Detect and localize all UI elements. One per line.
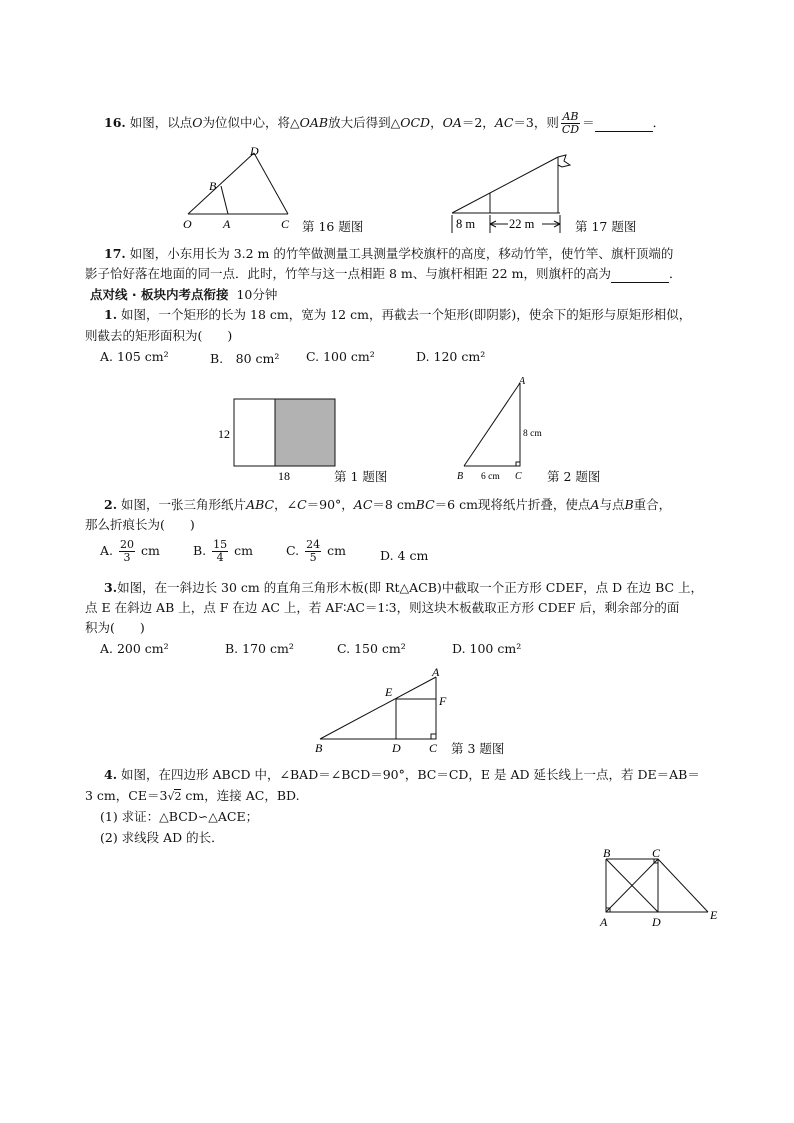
fig16-label-b: B xyxy=(209,179,217,193)
q2-option-a-den: 3 xyxy=(123,551,131,564)
q1-option-d[interactable]: D. 120 cm² xyxy=(416,349,486,364)
q2-option-c-unit: cm xyxy=(327,543,346,558)
q3-option-d[interactable]: D. 100 cm² xyxy=(452,641,522,656)
fig16-label-a: A xyxy=(223,217,231,231)
fig2-caption: 第 2 题图 xyxy=(547,469,601,484)
q16-part: 如图，以点 xyxy=(129,115,193,130)
section-header xyxy=(90,287,277,303)
q2-option-a[interactable] xyxy=(100,539,160,564)
fig1-label-width: 18 xyxy=(278,469,290,483)
q2-option-c[interactable] xyxy=(286,539,346,564)
q17-answer-blank[interactable] xyxy=(611,266,669,283)
q2-bc: BC xyxy=(415,497,435,512)
q1-text-1: 如图，一个矩形的长为 18 cm，宽为 12 cm，再截去一个矩形(即阴影)，使余下的矩形与原矩形相似， xyxy=(121,307,692,322)
q1-option-b[interactable]: B. 80 cm² xyxy=(210,351,280,366)
q2-b: B xyxy=(624,497,634,512)
q1-option-a[interactable]: A. 105 cm² xyxy=(100,349,169,364)
q3-text-2: 点 E 在斜边 AB 上，点 F 在边 AC 上，若 AF∶AC＝1∶3，则这块木板截取正方形 CDEF 后，剩余部分的面 xyxy=(85,600,680,615)
q3-option-a[interactable]: A. 200 cm² xyxy=(100,641,169,656)
q2-text-2: 那么折痕长为( ) xyxy=(85,517,195,532)
q1-number: 1. xyxy=(104,307,118,322)
q2-c: C xyxy=(297,497,307,512)
q2-option-b-fraction xyxy=(212,539,228,564)
q4-text-1: 如图，在四边形 ABCD 中，∠BAD＝∠BCD＝90°，BC＝CD，E 是 AD 延长线上一点，若 DE＝AB＝ xyxy=(121,767,700,782)
q3-line2 xyxy=(85,600,679,616)
q2-option-c-num: 24 xyxy=(306,538,321,551)
q16-ocd: OCD xyxy=(400,115,431,130)
q4-subquestion-1: (1) 求证：△BCD∽△ACE； xyxy=(100,809,259,824)
q4-line1 xyxy=(104,767,700,783)
fig2-side-ab xyxy=(464,383,520,466)
fig2-label-bc: 6 cm xyxy=(481,472,500,482)
section-time: 10分钟 xyxy=(236,287,278,302)
q4-sub2 xyxy=(100,830,224,846)
fig16-label-o: O xyxy=(183,217,192,231)
fig1-label-height: 12 xyxy=(218,427,230,441)
q1-option-c[interactable]: C. 100 cm² xyxy=(306,349,375,364)
fig1-caption: 第 1 题图 xyxy=(334,469,388,484)
fig17-flag xyxy=(558,155,570,167)
q2-option-a-unit: cm xyxy=(140,543,160,558)
q16-o: O xyxy=(192,115,203,130)
q2-option-c-letter: C. xyxy=(286,543,300,558)
fig3-square-cdef xyxy=(396,699,436,739)
q2-option-d[interactable]: D. 4 cm xyxy=(380,548,429,563)
fig17-label-8m: 8 m xyxy=(456,217,476,231)
fig2-right-angle-mark xyxy=(516,462,520,466)
figure-17 xyxy=(448,153,578,235)
figure-16 xyxy=(178,145,298,231)
fig4-side-ce xyxy=(658,859,708,912)
q16-part: ， xyxy=(430,115,443,130)
fig16-side-ba xyxy=(221,186,228,214)
q2-option-b-den: 4 xyxy=(216,551,224,564)
q3-text-1: 如图，在一斜边长 30 cm 的直角三角形木板(即 Rt△ACB)中截取一个正方形 CDEF，点 D 在边 BC 上， xyxy=(117,580,704,595)
q16-part: ． xyxy=(652,115,666,130)
fig16-label-c: C xyxy=(281,217,290,231)
fig2-label-a: A xyxy=(519,376,526,387)
q16-part: ＝3，则 xyxy=(513,115,559,130)
fig2-label-b: B xyxy=(457,471,464,482)
q3-option-b[interactable]: B. 170 cm² xyxy=(225,641,294,656)
q17-text-2: 影子恰好落在地面的同一点．此时，竹竿与这一点相距 8 m、与旗杆相距 22 m，则旗杆的高为 xyxy=(85,266,611,281)
fig4-label-e: E xyxy=(710,908,718,922)
fig3-label-a: A xyxy=(432,665,440,679)
fig3-label-f: F xyxy=(439,694,447,708)
q4-number: 4. xyxy=(104,767,118,782)
fig2-label-c: C xyxy=(515,471,522,482)
q16-ac: AC xyxy=(494,115,514,130)
fig3-label-b: B xyxy=(315,741,323,755)
q3-option-c[interactable]: C. 150 cm² xyxy=(337,641,406,656)
figure-4 xyxy=(596,843,726,931)
section-title: 点对线 · 板块内考点衔接 xyxy=(90,287,229,302)
fig1-shaded-rectangle xyxy=(275,399,335,466)
fig4-label-b: B xyxy=(603,846,611,860)
q3-line3 xyxy=(85,620,145,636)
q2-option-a-letter: A. xyxy=(100,543,114,558)
q16-answer-blank[interactable] xyxy=(595,115,653,132)
q4-subquestion-2: (2) 求线段 AD 的长． xyxy=(100,830,224,845)
fig17-caption: 第 17 题图 xyxy=(575,219,637,234)
q3-number: 3. xyxy=(104,580,118,595)
q2-number: 2. xyxy=(104,497,118,512)
q2-option-c-fraction xyxy=(305,539,321,564)
q16-part: 放大后得到△ xyxy=(328,115,401,130)
q3-text-3: 积为( ) xyxy=(85,620,145,635)
q2-ac: AC xyxy=(353,497,373,512)
fig3-label-e: E xyxy=(385,685,393,699)
q16-oa: OA xyxy=(442,115,462,130)
q16-frac-numerator: AB xyxy=(562,110,579,123)
q2-part: ，∠ xyxy=(274,497,298,512)
q3-line1 xyxy=(104,580,703,596)
fig3-label-c: C xyxy=(429,741,438,755)
q4-text-2a: 3 cm，CE＝3 xyxy=(85,788,168,803)
q2-option-b-unit: cm xyxy=(234,543,253,558)
q2-part: ＝6 cm现将纸片折叠，使点 xyxy=(434,497,591,512)
q2-option-b[interactable] xyxy=(193,539,253,564)
q17-line2 xyxy=(85,266,681,283)
fig4-label-c: C xyxy=(652,846,661,860)
q16-frac-denominator: CD xyxy=(561,123,580,136)
q2-part: ＝8 cm xyxy=(372,497,416,512)
fig16-caption: 第 16 题图 xyxy=(302,219,364,234)
q2-option-b-num: 15 xyxy=(213,538,228,551)
q4-text-2b: cm，连接 AC，BD. xyxy=(181,788,300,803)
q16-text xyxy=(104,111,665,136)
q17-end: ． xyxy=(668,266,682,281)
q2-part: 重合， xyxy=(633,497,672,512)
figure-3 xyxy=(312,663,452,759)
fig3-hypotenuse-ab xyxy=(320,677,436,739)
fig4-label-d: D xyxy=(652,915,661,929)
q2-line2 xyxy=(85,517,195,533)
q2-a: A xyxy=(590,497,600,512)
figure-2 xyxy=(452,373,552,483)
q16-part: 为位似中心，将△ xyxy=(202,115,300,130)
fig4-label-a: A xyxy=(600,915,608,929)
q1-line2 xyxy=(85,328,232,344)
q17-text-1: 如图，小东用长为 3.2 m 的竹竿做测量工具测量学校旗杆的高度，移动竹竿，使竹竿、旗杆顶端的 xyxy=(129,246,674,261)
q2-line1 xyxy=(104,497,671,513)
q16-part: ＝ xyxy=(582,115,595,130)
fig17-shadow-ray xyxy=(452,157,558,213)
fig16-side-od xyxy=(188,153,254,214)
q2-abc: ABC xyxy=(246,497,275,512)
q2-part: 如图，一张三角形纸片 xyxy=(121,497,247,512)
fig3-caption: 第 3 题图 xyxy=(451,741,505,756)
figure-1 xyxy=(214,395,340,485)
q16-part: ＝2， xyxy=(461,115,495,130)
q2-option-c-den: 5 xyxy=(309,551,317,564)
q1-line1 xyxy=(104,307,691,323)
fig17-label-22m: 22 m xyxy=(509,217,535,231)
fig16-label-d: D xyxy=(250,145,259,158)
q2-part: ＝90°， xyxy=(306,497,354,512)
q4-sqrt: √2 xyxy=(167,790,182,803)
fig16-side-dc xyxy=(254,153,288,214)
q16-oab: OAB xyxy=(299,115,329,130)
fig3-label-d: D xyxy=(392,741,401,755)
q2-part: 与点 xyxy=(599,497,625,512)
fig2-label-ac: 8 cm xyxy=(523,429,542,439)
q16-fraction xyxy=(561,111,580,136)
q2-option-b-letter: B. xyxy=(193,543,207,558)
q4-line2 xyxy=(85,788,300,805)
q4-radicand: 2 xyxy=(174,790,182,803)
q2-option-a-fraction xyxy=(119,539,135,564)
q4-sub1 xyxy=(100,809,258,825)
q17-number: 17. xyxy=(104,246,126,261)
q2-option-a-num: 20 xyxy=(120,538,134,551)
q16-number: 16. xyxy=(104,115,126,130)
q1-text-2: 则截去的矩形面积为( ) xyxy=(85,328,233,343)
fig3-right-angle-mark xyxy=(431,734,436,739)
q17-line1 xyxy=(104,246,673,262)
